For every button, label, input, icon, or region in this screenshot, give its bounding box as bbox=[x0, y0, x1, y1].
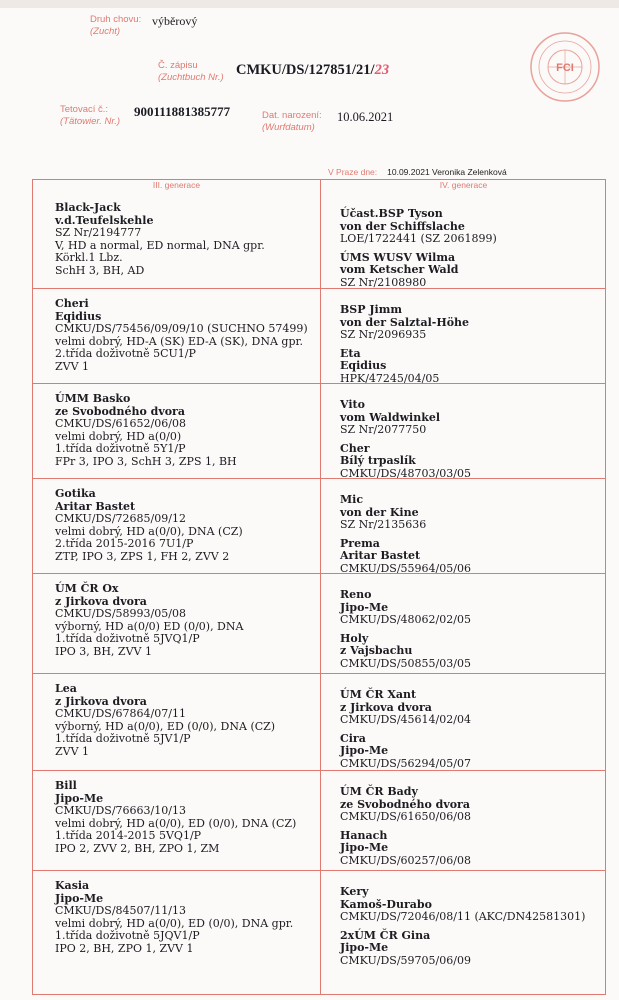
dog-name-line: Holy bbox=[340, 631, 369, 645]
dog-name-line: BSP Jimm bbox=[340, 303, 403, 316]
row-divider bbox=[33, 573, 605, 574]
dog-name-line: ÚMM Basko bbox=[55, 392, 131, 405]
dog-name-line: Bílý trpaslík bbox=[340, 454, 416, 468]
dog-info-line: IPO 2, BH, ZPO 1, ZVV 1 bbox=[55, 941, 194, 955]
dog-info-line: velmi dobrý, HD a(0/0), DNA (CZ) bbox=[55, 524, 243, 538]
dog-info-line: velmi dobrý, HD a(0/0), ED (0/0), DNA (CZ) bbox=[55, 816, 297, 830]
dog-name-line: Jipo-Me bbox=[340, 841, 389, 855]
dog-info-line: CMKU/DS/50855/03/05 bbox=[340, 656, 471, 670]
dog-name-line: Lea bbox=[55, 682, 77, 695]
dog-info-line: CMKU/DS/67864/07/11 bbox=[55, 707, 186, 721]
dog-name-line: von der Kine bbox=[340, 505, 419, 519]
dog-info-line: CMKU/DS/60257/06/08 bbox=[340, 853, 471, 867]
dog-name-line: ÚMS WUSV Wilma bbox=[340, 250, 456, 264]
dog-name-line: vom Waldwinkel bbox=[340, 410, 441, 424]
dog-info-line: SZ Nr/2077750 bbox=[340, 423, 427, 437]
dog-info-line: CMKU/DS/61650/06/08 bbox=[340, 810, 471, 824]
dog-info-line: 2.třída 2015-2016 7U1/P bbox=[55, 537, 194, 551]
dog-info-line: Körkl.1 Lbz. bbox=[55, 251, 123, 265]
dog-name-line: Jipo-Me bbox=[340, 744, 389, 758]
dog-name-line: Mic bbox=[340, 493, 364, 506]
dog-info-line: HPK/47245/04/05 bbox=[340, 371, 440, 385]
dog-name-line: Eqidius bbox=[55, 309, 102, 323]
dog-info-line: výborný, HD a(0/0), ED (0/0), DNA (CZ) bbox=[55, 719, 276, 733]
breed-label: Druh chovu: (Zucht) bbox=[90, 14, 142, 37]
dog-info-line: SZ Nr/2194777 bbox=[55, 226, 142, 240]
dog-info-line: CMKU/DS/48703/03/05 bbox=[340, 466, 471, 480]
dog-name-line: ze Svobodného dvora bbox=[55, 404, 185, 418]
generation-3-header: III. generace bbox=[152, 180, 201, 190]
dog-name-line: Cira bbox=[340, 731, 366, 745]
dog-name-line: Jipo-Me bbox=[55, 791, 104, 805]
dog-info-line: CMKU/DS/45614/02/04 bbox=[340, 713, 471, 727]
dog-name-line: Kasia bbox=[55, 879, 90, 892]
ancestor-generation-3 bbox=[55, 780, 296, 856]
dog-info-line: ZVV 1 bbox=[55, 744, 90, 758]
regno-label: Č. zápisu (Zuchtbuch Nr.) bbox=[158, 60, 224, 83]
dog-info-line: 1.třída doživotně 5Y1/P bbox=[55, 442, 186, 456]
dog-info-line: CMKU/DS/48062/02/05 bbox=[340, 613, 471, 627]
dog-info-line: CMKU/DS/58993/05/08 bbox=[55, 607, 186, 621]
dog-info-line: CMKU/DS/72046/08/11 (AKC/DN42581301) bbox=[340, 910, 586, 924]
dog-info-line: CMKU/DS/84507/11/13 bbox=[55, 904, 186, 918]
fci-logo-text: FCI bbox=[556, 62, 574, 74]
dog-info-line: IPO 3, BH, ZVV 1 bbox=[55, 644, 152, 658]
dog-info-line: výborný, HD a(0/0) ED (0/0), DNA bbox=[55, 619, 244, 633]
dog-name-line: z Jirkova dvora bbox=[340, 700, 432, 714]
ancestor-generation-3 bbox=[55, 583, 243, 659]
generation-4-header: IV. generace bbox=[439, 180, 488, 190]
dog-info-line: velmi dobrý, HD-A (SK) ED-A (SK), DNA gpr. bbox=[55, 334, 304, 348]
row-divider bbox=[33, 870, 605, 871]
dog-info-line: 1.třída doživotně 5JV1/P bbox=[55, 732, 191, 746]
breed-value: výběrový bbox=[152, 14, 198, 28]
dog-name-line: Kery bbox=[340, 885, 369, 898]
dog-name-line: Aritar Bastet bbox=[55, 499, 136, 513]
fci-logo bbox=[528, 30, 602, 104]
dog-name-line: Hanach bbox=[340, 828, 388, 842]
dog-info-line: ZVV 1 bbox=[55, 359, 90, 373]
dog-info-line: ZTP, IPO 3, ZPS 1, FH 2, ZVV 2 bbox=[55, 549, 230, 563]
dog-name-line: Vito bbox=[340, 398, 365, 411]
dog-name-line: ÚM ČR Xant bbox=[340, 688, 417, 701]
dog-name-line: Bill bbox=[55, 779, 77, 792]
dog-info-line: LOE/1722441 (SZ 2061899) bbox=[340, 232, 497, 246]
dog-name-line: Jipo-Me bbox=[340, 600, 389, 614]
ancestor-generation-4 bbox=[340, 494, 471, 576]
dog-name-line: Účast.BSP Tyson bbox=[340, 207, 443, 220]
dog-info-line: 2.třída doživotně 5CU1/P bbox=[55, 347, 196, 361]
ancestor-generation-4 bbox=[340, 589, 471, 671]
dog-name-line: Gotika bbox=[55, 487, 96, 500]
column-divider bbox=[320, 180, 321, 994]
dog-info-line: SchH 3, BH, AD bbox=[55, 263, 145, 277]
dog-info-line: CMKU/DS/61652/06/08 bbox=[55, 417, 186, 431]
ancestor-generation-4 bbox=[340, 399, 471, 481]
dog-name-line: Kamoš-Durabo bbox=[340, 897, 432, 911]
dog-info-line: 1.třída doživotně 5JQV1/P bbox=[55, 929, 200, 943]
dog-name-line: Cher bbox=[340, 441, 370, 455]
ancestor-generation-3 bbox=[55, 298, 308, 374]
dob-value: 10.06.2021 bbox=[337, 110, 394, 124]
dog-name-line: ÚM ČR Bady bbox=[340, 785, 418, 798]
dog-name-line: v.d.Teufelskehle bbox=[55, 213, 154, 227]
ancestor-generation-3 bbox=[55, 683, 275, 759]
dog-info-line: FPr 3, IPO 3, SchH 3, ZPS 1, BH bbox=[55, 454, 237, 468]
dog-info-line: CMKU/DS/72685/09/12 bbox=[55, 512, 186, 526]
dog-info-line: CMKU/DS/59705/06/09 bbox=[340, 953, 471, 967]
dog-info-line: CMKU/DS/75456/09/09/10 (SUCHNO 57499) bbox=[55, 322, 308, 336]
dog-name-line: z Vajsbachu bbox=[340, 644, 413, 658]
dog-name-line: Jipo-Me bbox=[340, 941, 389, 955]
dog-info-line: V, HD a normal, ED normal, DNA gpr. bbox=[55, 238, 265, 252]
row-divider bbox=[33, 673, 605, 674]
dog-info-line: IPO 2, ZVV 2, BH, ZPO 1, ZM bbox=[55, 841, 220, 855]
dog-name-line: Aritar Bastet bbox=[340, 549, 421, 563]
dog-name-line: vom Ketscher Wald bbox=[340, 263, 459, 277]
dog-name-line: von der Salztal-Höhe bbox=[340, 315, 470, 329]
regno-value: CMKU/DS/127851/21/23 bbox=[236, 62, 390, 78]
pedigree-grid bbox=[32, 179, 606, 995]
dob-label: Dat. narození: (Wurfdatum) bbox=[262, 110, 322, 133]
dog-name-line: ze Svobodného dvora bbox=[340, 797, 470, 811]
ancestor-generation-4 bbox=[340, 208, 497, 290]
dog-name-line: z Jirkova dvora bbox=[55, 694, 147, 708]
dog-name-line: Jipo-Me bbox=[55, 891, 104, 905]
tattoo-label: Tetovací č.: (Tätowier. Nr.) bbox=[60, 104, 120, 127]
dog-info-line: velmi dobrý, HD a(0/0) bbox=[55, 429, 182, 443]
ancestor-generation-4 bbox=[340, 886, 585, 968]
dog-info-line: velmi dobrý, HD a(0/0), ED (0/0), DNA gpr. bbox=[55, 916, 294, 930]
dog-name-line: z Jirkova dvora bbox=[55, 594, 147, 608]
dog-name-line: Eta bbox=[340, 346, 361, 360]
dog-name-line: Reno bbox=[340, 588, 372, 601]
dog-name-line: Prema bbox=[340, 536, 380, 550]
place-date: V Praze dne: 10.09.2021 Veronika Zelenková bbox=[328, 167, 507, 177]
dog-name-line: 2xÚM ČR Gina bbox=[340, 928, 431, 942]
dog-info-line: 1.třída doživotně 5JVQ1/P bbox=[55, 632, 200, 646]
ancestor-generation-3 bbox=[55, 488, 243, 564]
dog-info-line: SZ Nr/2096935 bbox=[340, 328, 427, 342]
dog-info-line: 1.třída 2014-2015 5VQ1/P bbox=[55, 829, 202, 843]
dog-name-line: Cheri bbox=[55, 297, 89, 310]
row-divider bbox=[33, 478, 605, 479]
dog-info-line: CMKU/DS/55964/05/06 bbox=[340, 561, 471, 575]
row-divider bbox=[33, 770, 605, 771]
dog-info-line: CMKU/DS/56294/05/07 bbox=[340, 756, 471, 770]
dog-info-line: SZ Nr/2108980 bbox=[340, 275, 427, 289]
row-divider bbox=[33, 288, 605, 289]
dog-name-line: ÚM ČR Ox bbox=[55, 582, 119, 595]
ancestor-generation-3 bbox=[55, 393, 237, 469]
ancestor-generation-4 bbox=[340, 689, 471, 771]
dog-name-line: von der Schiffslache bbox=[340, 219, 465, 233]
dog-info-line: CMKU/DS/76663/10/13 bbox=[55, 804, 186, 818]
dog-info-line: SZ Nr/2135636 bbox=[340, 518, 427, 532]
tattoo-value: 900111881385777 bbox=[134, 104, 231, 119]
regno-handwritten: 23 bbox=[374, 62, 390, 78]
ancestor-generation-3 bbox=[55, 880, 293, 956]
ancestor-generation-4 bbox=[340, 786, 471, 868]
ancestor-generation-3 bbox=[55, 202, 265, 278]
top-strip bbox=[0, 0, 619, 8]
ancestor-generation-4 bbox=[340, 304, 469, 386]
dog-name-line: Black-Jack bbox=[55, 201, 121, 214]
dog-name-line: Eqidius bbox=[340, 359, 387, 373]
row-divider bbox=[33, 383, 605, 384]
